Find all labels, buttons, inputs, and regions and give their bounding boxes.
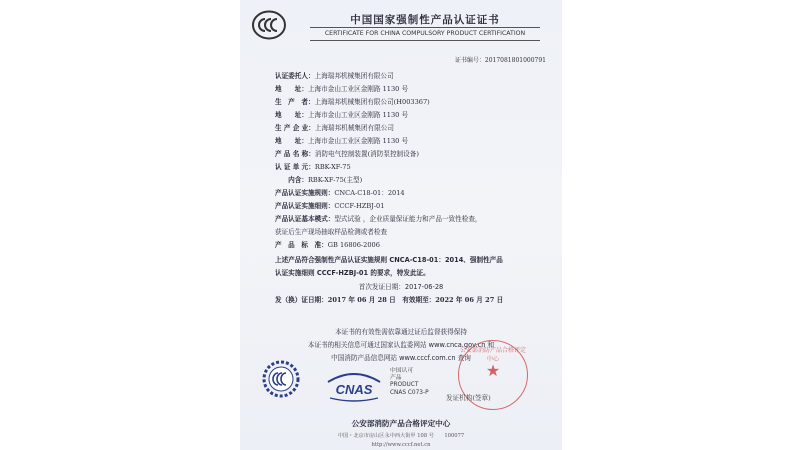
field-value: RBK-XF-75(主型) [307, 176, 363, 184]
field-label: 产 品 标 准： [275, 241, 328, 249]
website-note: 中国消防产品信息网站 www.cccf.com.cn 查询 [331, 354, 471, 362]
stamp-star-icon: ★ [485, 361, 501, 380]
ccc-seal-icon [262, 360, 300, 398]
field-value: 上海瑞邦机械集团有限公司 [314, 124, 394, 132]
field-row [275, 96, 430, 106]
field-row [275, 70, 394, 80]
validity-dates: 发（换）证日期：2017 年 06 月 28 日 有效期至：2022 年 06 月 27 日 [275, 296, 504, 304]
ccc-logo-icon [252, 10, 286, 40]
field-label: 产品认证实施规则： [275, 189, 335, 197]
title-divider [310, 27, 540, 28]
field-row [275, 239, 380, 249]
field-row [275, 135, 408, 145]
field-value: CCCF-HZBJ-01 [334, 202, 385, 210]
cnas-logo-text: CNAS [335, 382, 373, 397]
field-value: 获证后生产现场抽取样品检测或者检查 [275, 228, 388, 236]
issuer-signature: 发证机构(签章) [446, 394, 491, 402]
field-value: RBK-XF-75 [314, 163, 351, 171]
field-row [275, 148, 419, 158]
first-issue-date: 首次发证日期：2017-06-28 [358, 283, 444, 291]
website-note: 本证书的相关信息可通过国家认监委网站 www.cnca.gov.cn 和 [307, 341, 495, 349]
field-label: 地 址： [275, 111, 308, 119]
field-row [275, 109, 408, 119]
field-row [275, 213, 482, 223]
title-divider [310, 40, 540, 41]
field-label: 地 址： [275, 137, 308, 145]
field-row [275, 83, 408, 93]
field-label: 产品认证实施细则： [275, 202, 335, 210]
field-value: 上海瑞邦机械集团有限公司(H003367) [314, 98, 430, 106]
field-label: 产品认证基本模式： [275, 215, 335, 223]
field-row [275, 226, 387, 236]
field-label: 地 址： [275, 85, 308, 93]
cnas-line: 产品 [390, 375, 402, 382]
field-value: 消防电气控制装置(消防泵控制设备) [314, 150, 419, 158]
field-value: 上海市金山工业区金刚路 1130 号 [307, 137, 409, 145]
issuer-organization: 公安部消防产品合格评定中心 [351, 419, 451, 428]
field-value: GB 16806-2006 [327, 241, 380, 249]
stamp-text: 公安部消防产品合格评定中心 [459, 347, 526, 363]
field-label: 认证委托人： [275, 72, 315, 80]
field-row [275, 174, 362, 184]
field-row [275, 122, 394, 132]
certificate-paper [240, 0, 562, 450]
field-label: 生 产 企 业： [275, 124, 315, 132]
conformity-statement: 上述产品符合强制性产品认证实施规则 CNCA-C18-01：2014、强制性产品 [275, 256, 503, 264]
certificate-number: 证书编号：2017081801000791 [454, 57, 546, 64]
field-label: 产 品 名 称： [275, 150, 315, 158]
cnas-line: 中国认可 [390, 368, 414, 374]
cnas-line: PRODUCT [390, 382, 419, 389]
field-value: 上海瑞邦机械集团有限公司 [314, 72, 394, 80]
field-label: 生 产 者： [275, 98, 315, 106]
field-label: 认 证 单 元： [275, 163, 315, 171]
conformity-statement: 认证实施细则 CCCF-HZBJ-01 的要求，特发此证。 [275, 269, 430, 277]
certificate-title: 中国国家强制性产品认证证书 [350, 14, 500, 26]
issuer-website: http://www.cccf.net.cn [371, 442, 431, 448]
field-label: 内含： [275, 176, 308, 184]
field-value: 型式试验 ，企业质量保证能力和产品一致性检查， [334, 215, 482, 223]
field-value: CNCA-C18-01：2014 [334, 189, 405, 197]
issuer-address: 中国・北京市房山区永中西大街甲 108 号 100077 [337, 433, 465, 439]
validity-note: 本证书的有效性需依靠通过证后监督获得保持 [335, 328, 467, 336]
field-value: 上海市金山工业区金刚路 1130 号 [307, 85, 409, 93]
field-row [275, 200, 384, 210]
field-row [275, 187, 405, 197]
certificate-title-english: CERTIFICATE FOR CHINA COMPULSORY PRODUCT CERTIFICATION [324, 30, 526, 37]
cnas-logo-icon [324, 368, 384, 402]
field-value: 上海市金山工业区金刚路 1130 号 [307, 111, 409, 119]
field-row [275, 161, 351, 171]
cnas-accreditation [390, 368, 429, 397]
cnas-line: CNAS C073-P [390, 389, 429, 396]
